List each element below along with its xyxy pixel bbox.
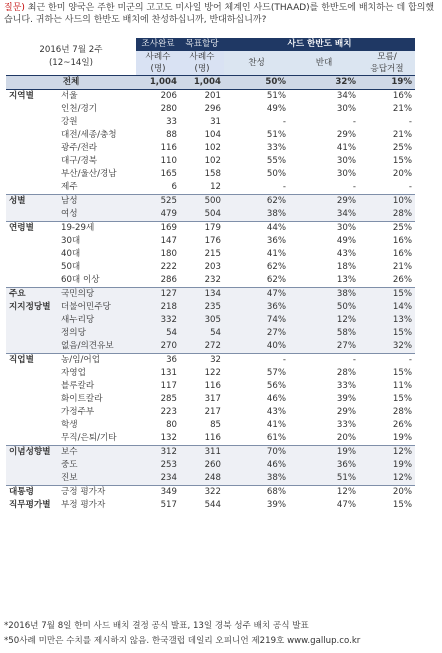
dk-pct: 11% bbox=[392, 381, 412, 391]
target-count: 201 bbox=[180, 90, 224, 104]
support-pct: 50% bbox=[266, 169, 286, 179]
survey-count: 312 bbox=[136, 446, 180, 460]
dk-pct: 21% bbox=[392, 104, 412, 114]
support-pct: 51% bbox=[224, 90, 289, 104]
dk-pct: 12% bbox=[359, 472, 415, 486]
support-pct: 36% bbox=[224, 301, 289, 314]
total-support: 50% bbox=[224, 76, 289, 90]
target-count: 235 bbox=[180, 301, 224, 314]
oppose-pct: 47% bbox=[336, 500, 356, 510]
oppose-pct: 20% bbox=[336, 433, 356, 443]
support-pct: 62% bbox=[266, 275, 286, 285]
row-label: 60대 이상 bbox=[61, 275, 100, 285]
table-row bbox=[6, 155, 415, 168]
support-pct: 39% bbox=[266, 500, 286, 510]
table-row bbox=[6, 301, 415, 314]
row-label: 자영업 bbox=[61, 368, 86, 378]
support-pct: 41% bbox=[266, 249, 286, 259]
table-row bbox=[6, 327, 415, 340]
target-count: 85 bbox=[210, 420, 221, 430]
oppose-pct: 29% bbox=[289, 195, 359, 209]
row-label: 대전/세종/충청 bbox=[61, 130, 117, 140]
survey-count: 131 bbox=[160, 368, 177, 378]
thaad-group-header: 사드 한반도 배치 bbox=[224, 38, 415, 51]
target-count: 134 bbox=[180, 288, 224, 302]
row-label: 19-29세 bbox=[58, 222, 136, 236]
survey-count: 132 bbox=[160, 433, 177, 443]
support-pct: 62% bbox=[224, 195, 289, 209]
table-row bbox=[6, 486, 415, 500]
oppose-pct: 29% bbox=[336, 130, 356, 140]
footnote-1: *2016년 7월 8일 한미 사드 배치 결정 공식 발표, 13일 경북 성주 배치 공식 발표 bbox=[4, 621, 309, 631]
target-count: 317 bbox=[204, 394, 221, 404]
table-row bbox=[6, 432, 415, 446]
oppose-pct: 27% bbox=[289, 340, 359, 354]
row-label: 부산/울산/경남 bbox=[61, 169, 117, 179]
target-count: 116 bbox=[204, 433, 221, 443]
oppose-pct: 33% bbox=[336, 381, 356, 391]
group-label: 직업별 bbox=[6, 354, 58, 446]
dk-pct: 25% bbox=[392, 143, 412, 153]
table-body bbox=[6, 76, 415, 513]
dk-pct: 15% bbox=[392, 500, 412, 510]
row-label: 긍정 평가자 bbox=[58, 486, 136, 500]
period-cell bbox=[6, 38, 136, 76]
survey-count: 147 bbox=[160, 236, 177, 246]
support-pct: 74% bbox=[224, 314, 289, 327]
n-target-sub: 사례수 (명) bbox=[180, 51, 224, 76]
row-label: 50대 bbox=[61, 262, 81, 272]
target-count: 102 bbox=[204, 143, 221, 153]
survey-count: 223 bbox=[160, 407, 177, 417]
support-pct: 55% bbox=[266, 156, 286, 166]
oppose-pct: 30% bbox=[336, 156, 356, 166]
support-pct: 38% bbox=[224, 208, 289, 222]
survey-table bbox=[6, 38, 415, 512]
oppose-pct: 58% bbox=[289, 327, 359, 340]
table-row bbox=[6, 499, 415, 512]
oppose-pct: 51% bbox=[289, 472, 359, 486]
table-row bbox=[6, 248, 415, 261]
dk-pct: 16% bbox=[392, 236, 412, 246]
survey-count: 127 bbox=[136, 288, 180, 302]
dk-pct: - bbox=[408, 182, 412, 192]
support-pct: - bbox=[224, 354, 289, 368]
row-label: 보수 bbox=[58, 446, 136, 460]
survey-count: 6 bbox=[171, 182, 177, 192]
target-count: 232 bbox=[204, 275, 221, 285]
row-label: 정의당 bbox=[58, 327, 136, 340]
table-row bbox=[6, 261, 415, 274]
oppose-pct: 30% bbox=[336, 104, 356, 114]
dk-pct: 19% bbox=[359, 459, 415, 472]
dk-pct: 25% bbox=[359, 222, 415, 236]
dk-pct: 20% bbox=[359, 486, 415, 500]
target-count: 116 bbox=[204, 381, 221, 391]
survey-count: 54 bbox=[136, 327, 180, 340]
table-row bbox=[6, 472, 415, 486]
target-count: 176 bbox=[204, 236, 221, 246]
survey-count: 33 bbox=[166, 117, 177, 127]
support-pct: 70% bbox=[224, 446, 289, 460]
survey-count: 525 bbox=[136, 195, 180, 209]
survey-count: 117 bbox=[160, 381, 177, 391]
support-pct: - bbox=[282, 117, 286, 127]
total-oppose: 32% bbox=[289, 76, 359, 90]
table-header bbox=[6, 38, 415, 76]
row-label: 국민의당 bbox=[58, 288, 136, 302]
group-label: 지역별 bbox=[6, 90, 58, 195]
oppose-pct: 34% bbox=[289, 208, 359, 222]
row-label: 무직/은퇴/기타 bbox=[61, 433, 117, 443]
total-row bbox=[6, 76, 415, 90]
target-count: 296 bbox=[204, 104, 221, 114]
survey-count: 234 bbox=[136, 472, 180, 486]
survey-count: 270 bbox=[136, 340, 180, 354]
support-pct: 56% bbox=[266, 381, 286, 391]
dk-pct: 20% bbox=[392, 169, 412, 179]
question-body: 최근 한미 양국은 주한 미군의 고고도 미사일 방어 체계인 사드(THAAD)를 한반도에 배치하는 데 합의했습니다. 귀하는 사드의 한반도 배치에 찬성하십니까, 반대하십니까? bbox=[4, 3, 435, 25]
row-label: 가정주부 bbox=[61, 407, 95, 417]
target-count: 322 bbox=[180, 486, 224, 500]
target-count: 215 bbox=[204, 249, 221, 259]
oppose-pct: 13% bbox=[336, 275, 356, 285]
group-label: 성별 bbox=[6, 195, 58, 222]
dk-pct: 28% bbox=[392, 407, 412, 417]
survey-count: 169 bbox=[136, 222, 180, 236]
dk-pct: 13% bbox=[359, 314, 415, 327]
support-pct: 57% bbox=[266, 368, 286, 378]
oppose-pct: 49% bbox=[336, 236, 356, 246]
row-label: 여성 bbox=[58, 208, 136, 222]
period-line2: (12~14일) bbox=[48, 57, 94, 68]
footnote-2: *50사례 미만은 수치를 제시하지 않음. 한국갤럽 데일리 오피니언 제219호 www.gallup.co.kr bbox=[4, 636, 361, 646]
survey-count: 253 bbox=[136, 459, 180, 472]
oppose-pct: 28% bbox=[336, 368, 356, 378]
table-row bbox=[6, 129, 415, 142]
row-label: 더불어민주당 bbox=[58, 301, 136, 314]
n-survey-sub: 사례수 (명) bbox=[136, 51, 180, 76]
dk-pct: 26% bbox=[392, 275, 412, 285]
target-count: 102 bbox=[204, 156, 221, 166]
survey-count: 285 bbox=[160, 394, 177, 404]
dk-pct: 21% bbox=[392, 262, 412, 272]
oppose-pct: 30% bbox=[289, 222, 359, 236]
dk-pct: 15% bbox=[359, 288, 415, 302]
dk-pct: 15% bbox=[359, 327, 415, 340]
oppose-pct: 50% bbox=[289, 301, 359, 314]
support-pct: 62% bbox=[266, 262, 286, 272]
survey-count: 165 bbox=[160, 169, 177, 179]
row-label: 새누리당 bbox=[58, 314, 136, 327]
target-count: 179 bbox=[180, 222, 224, 236]
support-header: 찬성 bbox=[224, 51, 289, 76]
row-label: 진보 bbox=[58, 472, 136, 486]
target-count: 203 bbox=[204, 262, 221, 272]
oppose-pct: - bbox=[289, 354, 359, 368]
support-pct: 46% bbox=[224, 459, 289, 472]
group-label: 이념성향별 bbox=[6, 446, 58, 486]
dk-pct: 19% bbox=[392, 433, 412, 443]
table-row bbox=[6, 168, 415, 181]
table-row bbox=[6, 116, 415, 129]
table-row bbox=[6, 90, 415, 104]
survey-count: 517 bbox=[160, 500, 177, 510]
row-label: 남성 bbox=[58, 195, 136, 209]
support-pct: 27% bbox=[224, 327, 289, 340]
survey-count: 332 bbox=[136, 314, 180, 327]
oppose-pct: 29% bbox=[336, 407, 356, 417]
oppose-pct: 12% bbox=[289, 314, 359, 327]
dk-pct: 32% bbox=[359, 340, 415, 354]
table-row bbox=[6, 340, 415, 354]
table-row bbox=[6, 393, 415, 406]
target-count: 260 bbox=[180, 459, 224, 472]
survey-count: 206 bbox=[136, 90, 180, 104]
target-count: 311 bbox=[180, 446, 224, 460]
row-label: 농/임/어업 bbox=[58, 354, 136, 368]
target-count: 12 bbox=[210, 182, 221, 192]
oppose-pct: - bbox=[352, 117, 356, 127]
period-line1: 2016년 7월 2주 bbox=[39, 44, 103, 55]
oppose-pct: 30% bbox=[336, 169, 356, 179]
survey-count: 110 bbox=[160, 156, 177, 166]
table-row bbox=[6, 314, 415, 327]
support-pct: 51% bbox=[266, 130, 286, 140]
table-row bbox=[6, 222, 415, 236]
survey-count: 218 bbox=[136, 301, 180, 314]
dk-header: 모름/ 응답거절 bbox=[359, 51, 415, 76]
dk-pct: 16% bbox=[392, 249, 412, 259]
dk-pct: 12% bbox=[359, 446, 415, 460]
oppose-pct: 33% bbox=[336, 420, 356, 430]
dk-pct: 26% bbox=[392, 420, 412, 430]
total-n1: 1,004 bbox=[136, 76, 180, 90]
support-pct: 44% bbox=[224, 222, 289, 236]
survey-count: 280 bbox=[160, 104, 177, 114]
dk-pct: 21% bbox=[392, 130, 412, 140]
target-count: 305 bbox=[180, 314, 224, 327]
table-row bbox=[6, 446, 415, 460]
n-survey-header: 조사완료 bbox=[136, 38, 180, 51]
dk-pct: 28% bbox=[359, 208, 415, 222]
table-row bbox=[6, 288, 415, 302]
target-count: 32 bbox=[180, 354, 224, 368]
support-pct: 36% bbox=[266, 236, 286, 246]
dk-pct: 10% bbox=[359, 195, 415, 209]
target-count: 272 bbox=[180, 340, 224, 354]
table-row bbox=[6, 354, 415, 368]
target-count: 217 bbox=[204, 407, 221, 417]
support-pct: 43% bbox=[266, 407, 286, 417]
question-text bbox=[4, 2, 438, 26]
survey-count: 80 bbox=[166, 420, 177, 430]
survey-count: 286 bbox=[160, 275, 177, 285]
table-row bbox=[6, 459, 415, 472]
table-row bbox=[6, 380, 415, 393]
group-label: 주요 지지정당별 bbox=[6, 288, 58, 354]
table-row bbox=[6, 208, 415, 222]
target-count: 122 bbox=[204, 368, 221, 378]
row-label: 서울 bbox=[58, 90, 136, 104]
target-count: 54 bbox=[180, 327, 224, 340]
oppose-header: 반대 bbox=[289, 51, 359, 76]
dk-pct: 14% bbox=[359, 301, 415, 314]
dk-pct: 16% bbox=[359, 90, 415, 104]
table-row bbox=[6, 406, 415, 419]
target-count: 248 bbox=[180, 472, 224, 486]
oppose-pct: 19% bbox=[289, 446, 359, 460]
n-target-header: 목표할당 bbox=[180, 38, 224, 51]
target-count: 104 bbox=[204, 130, 221, 140]
total-label: 전체 bbox=[6, 76, 136, 90]
oppose-pct: - bbox=[352, 182, 356, 192]
row-label: 인천/경기 bbox=[61, 104, 98, 114]
row-label: 30대 bbox=[61, 236, 81, 246]
oppose-pct: 41% bbox=[336, 143, 356, 153]
oppose-pct: 43% bbox=[336, 249, 356, 259]
row-label: 블루칼라 bbox=[61, 381, 95, 391]
dk-pct: - bbox=[359, 354, 415, 368]
support-pct: 61% bbox=[266, 433, 286, 443]
row-label: 학생 bbox=[61, 420, 78, 430]
dk-pct: 15% bbox=[392, 156, 412, 166]
group-label: 연령별 bbox=[6, 222, 58, 288]
target-count: 500 bbox=[180, 195, 224, 209]
survey-count: 479 bbox=[136, 208, 180, 222]
survey-count: 180 bbox=[160, 249, 177, 259]
question-label: 질문) bbox=[4, 3, 25, 13]
support-pct: 38% bbox=[224, 472, 289, 486]
oppose-pct: 39% bbox=[336, 394, 356, 404]
oppose-pct: 38% bbox=[289, 288, 359, 302]
table-row bbox=[6, 103, 415, 116]
support-pct: 68% bbox=[224, 486, 289, 500]
oppose-pct: 12% bbox=[289, 486, 359, 500]
survey-count: 116 bbox=[160, 143, 177, 153]
dk-pct: 15% bbox=[392, 394, 412, 404]
table-row bbox=[6, 419, 415, 432]
survey-count: 88 bbox=[166, 130, 177, 140]
row-label: 화이트칼라 bbox=[61, 394, 103, 404]
total-n2: 1,004 bbox=[180, 76, 224, 90]
row-label: 부정 평가자 bbox=[61, 500, 106, 510]
support-pct: 47% bbox=[224, 288, 289, 302]
survey-count: 222 bbox=[160, 262, 177, 272]
table-row bbox=[6, 274, 415, 288]
dk-pct: - bbox=[408, 117, 412, 127]
support-pct: 41% bbox=[266, 420, 286, 430]
row-label: 40대 bbox=[61, 249, 81, 259]
support-pct: 49% bbox=[266, 104, 286, 114]
row-label: 없음/의견유보 bbox=[58, 340, 136, 354]
target-count: 31 bbox=[210, 117, 221, 127]
support-pct: 33% bbox=[266, 143, 286, 153]
table-row bbox=[6, 142, 415, 155]
table-row bbox=[6, 181, 415, 195]
survey-count: 36 bbox=[136, 354, 180, 368]
support-pct: 40% bbox=[224, 340, 289, 354]
survey-count: 349 bbox=[136, 486, 180, 500]
target-count: 544 bbox=[204, 500, 221, 510]
oppose-pct: 18% bbox=[336, 262, 356, 272]
row-label: 중도 bbox=[58, 459, 136, 472]
row-label: 광주/전라 bbox=[61, 143, 98, 153]
group-label: 대통령 직무평가별 bbox=[6, 486, 58, 513]
row-label: 강원 bbox=[61, 117, 78, 127]
oppose-pct: 34% bbox=[289, 90, 359, 104]
row-label: 대구/경북 bbox=[61, 156, 98, 166]
table-row bbox=[6, 235, 415, 248]
oppose-pct: 36% bbox=[289, 459, 359, 472]
target-count: 504 bbox=[180, 208, 224, 222]
dk-pct: 15% bbox=[392, 368, 412, 378]
table-row bbox=[6, 367, 415, 380]
target-count: 158 bbox=[204, 169, 221, 179]
support-pct: - bbox=[282, 182, 286, 192]
table-row bbox=[6, 195, 415, 209]
support-pct: 46% bbox=[266, 394, 286, 404]
total-dk: 19% bbox=[359, 76, 415, 90]
row-label: 제주 bbox=[61, 182, 78, 192]
